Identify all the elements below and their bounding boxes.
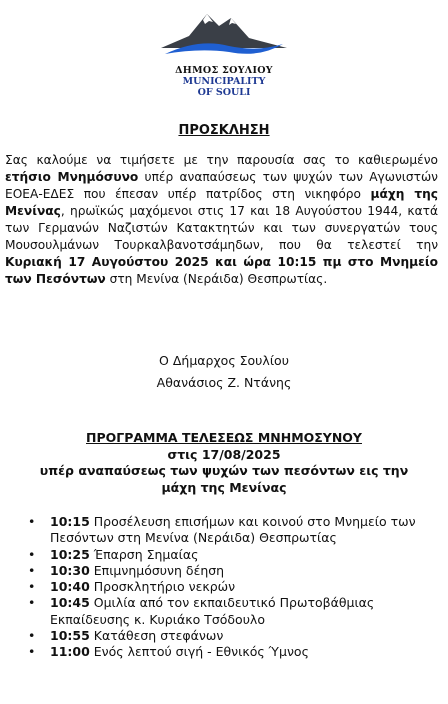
program-header xyxy=(0,430,448,496)
municipality-logo xyxy=(0,8,448,98)
schedule-time: 10:15 xyxy=(50,514,90,529)
schedule-item xyxy=(26,563,436,579)
mayor-title: Ο Δήμαρχος Σουλίου xyxy=(159,353,289,368)
bullet-icon: • xyxy=(28,595,36,611)
intro-text-part: στη Μενίνα (Νεράιδα) Θεσπρωτίας. xyxy=(105,272,328,286)
bullet-icon: • xyxy=(28,628,36,644)
schedule-time: 10:55 xyxy=(50,628,90,644)
schedule-description: Κατάθεση στεφάνων xyxy=(89,628,224,644)
schedule-item xyxy=(26,628,436,644)
mountain-river-emblem-icon xyxy=(159,8,289,64)
schedule-description: Προσέλευση επισήμων και κοινού στο Μνημείο των Πεσόντων στη Μενίνα (Νεράιδα) Θεσπρωτίας xyxy=(50,514,416,546)
program-subtitle-line1: υπέρ αναπαύσεως των ψυχών των πεσόντων εις την xyxy=(39,463,409,478)
logo-municipality-label: MUNICIPALITY xyxy=(182,76,266,87)
invitation-text xyxy=(5,152,438,288)
schedule-item xyxy=(26,579,436,595)
schedule-description: Επιμνημόσυνη δέηση xyxy=(89,562,225,578)
bullet-icon: • xyxy=(28,644,36,660)
schedule-time: 11:00 xyxy=(50,644,90,660)
logo-municipality-name-greek: ΔΗΜΟΣ ΣΟΥΛΙΟΥ xyxy=(175,65,273,76)
intro-bold-battle: μάχη της Μενίνας xyxy=(5,187,438,218)
schedule-time: 10:25 xyxy=(50,546,90,562)
bullet-icon: • xyxy=(28,562,36,578)
intro-bold-memorial: ετήσιο Μνημόσυνο xyxy=(5,170,139,184)
schedule-description: Προσκλητήριο νεκρών xyxy=(89,579,236,595)
logo-municipality-place: OF SOULI xyxy=(197,87,251,98)
schedule-description: Ομιλία από τον εκπαιδευτικό Πρωτοβάθμιας Εκπαίδευσης κ. Κυριάκο Τσόδουλο xyxy=(50,595,375,627)
schedule-item xyxy=(26,514,436,547)
schedule-description: Έπαρση Σημαίας xyxy=(89,546,199,562)
bullet-icon: • xyxy=(28,546,36,562)
schedule-description: Ενός λεπτού σιγή - Εθνικός Ύμνος xyxy=(89,644,309,660)
bullet-icon: • xyxy=(28,579,36,595)
intro-text-part: , ηρωϊκώς μαχόμενοι στις 17 και 18 Αυγούστου 1944, κατά των Γερμανών Ναζιστών Κατακτητών και των συνεργατών τους Μουσουλμάνων Τουρκαλβανοτσάμηδων, που θα τελεστεί την xyxy=(5,204,438,252)
intro-text-part: Σας καλούμε να τιμήσετε με την παρουσία σας το καθιερωμένο xyxy=(5,153,438,167)
program-schedule xyxy=(26,514,436,661)
schedule-item xyxy=(26,547,436,563)
intro-bold-date-place: Κυριακή 17 Αυγούστου 2025 και ώρα 10:15 πμ στο Μνημείο των Πεσόντων xyxy=(5,255,438,286)
signature-block xyxy=(0,350,448,394)
mayor-name: Αθανάσιος Ζ. Ντάνης xyxy=(156,375,292,390)
schedule-time: 10:45 xyxy=(50,595,90,611)
schedule-time: 10:40 xyxy=(50,579,90,595)
schedule-item xyxy=(26,595,436,628)
schedule-item xyxy=(26,644,436,660)
program-date: στις 17/08/2025 xyxy=(167,446,281,462)
bullet-icon: • xyxy=(28,514,36,529)
invitation-heading: ΠΡΟΣΚΛΗΣΗ xyxy=(178,123,270,138)
program-title: ΠΡΟΓΡΑΜΜΑ ΤΕΛΕΣΕΩΣ ΜΝΗΜΟΣΥΝΟΥ xyxy=(86,430,362,445)
program-subtitle-line2: μάχη της Μενίνας xyxy=(161,479,287,495)
intro-text-part: υπέρ αναπαύσεως των ψυχών των Αγωνιστών ΕΟΕΑ-ΕΔΕΣ που έπεσαν υπέρ πατρίδος στη νικηφόρο xyxy=(5,170,438,201)
schedule-time: 10:30 xyxy=(50,562,90,578)
